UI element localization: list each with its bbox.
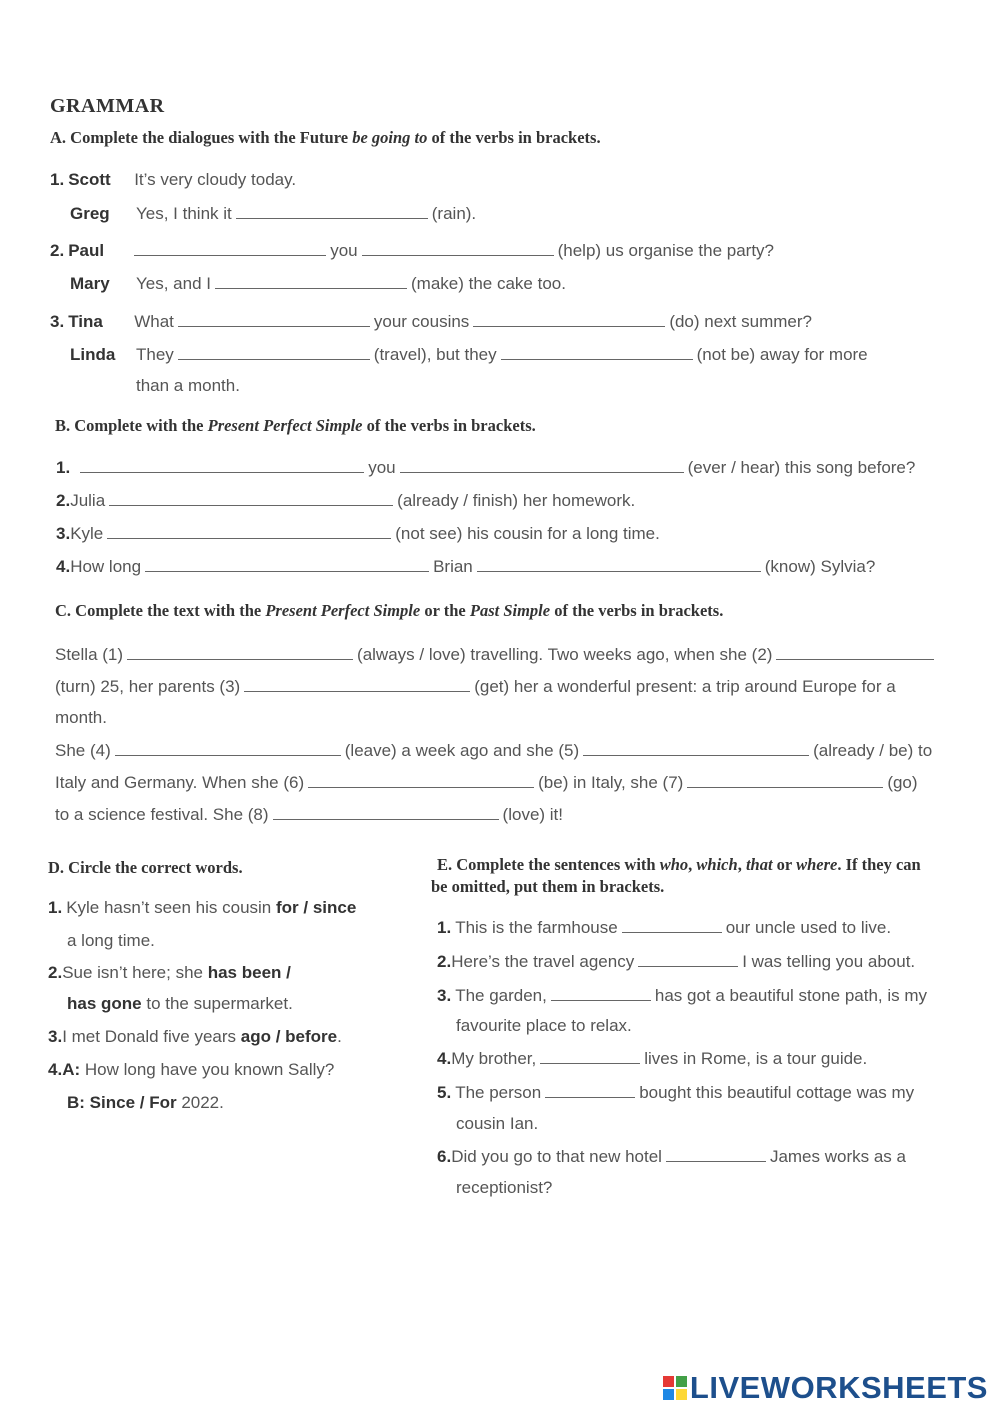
e-item-4: 4.My brother, lives in Rome, is a tour guide. — [437, 1049, 868, 1068]
d-item-2: 2.Sue isn’t here; she has been / — [48, 963, 291, 982]
e-item-2: 2.Here’s the travel agency I was telling you about. — [437, 952, 916, 971]
e-item-3-cont: favourite place to relax. — [456, 1016, 632, 1035]
blank-input[interactable] — [622, 917, 722, 933]
c-line-2: (turn) 25, her parents (3) (get) her a wonderful present: a trip around Europe for a — [55, 677, 896, 696]
dialogue-1-greg: Greg Yes, I think it (rain). — [70, 204, 477, 223]
blank-input-7[interactable] — [687, 772, 883, 788]
blank-input-3[interactable] — [244, 676, 470, 692]
liveworksheets-logo-icon — [663, 1376, 687, 1400]
blank-input-4[interactable] — [115, 740, 341, 756]
c-line-1: Stella (1) (always / love) travelling. Two weeks ago, when she (2) — [55, 644, 938, 665]
blank-input[interactable] — [400, 457, 684, 473]
dialogue-3-linda: Linda They (travel), but they (not be) away for more — [70, 345, 868, 364]
section-a-instructions: A. Complete the dialogues with the Future be going to of the verbs in brackets. — [50, 128, 601, 147]
b-item-1: 1. you (ever / hear) this song before? — [56, 458, 916, 477]
dialogue-2-mary: Mary Yes, and I (make) the cake too. — [70, 274, 566, 293]
blank-input[interactable] — [551, 985, 651, 1001]
blank-input[interactable] — [501, 344, 693, 360]
section-e-instructions: E. Complete the sentences with who, which, that or where. If they can — [437, 855, 921, 874]
blank-input[interactable] — [134, 240, 326, 256]
d-item-3: 3.I met Donald five years ago / before. — [48, 1027, 342, 1046]
liveworksheets-logo-text: LIVEWORKSHEETS — [689, 1370, 988, 1405]
d-item-4-cont: B: Since / For 2022. — [67, 1093, 224, 1112]
c-line-3: month. — [55, 708, 107, 727]
blank-input[interactable] — [109, 490, 393, 506]
e-item-6-cont: receptionist? — [456, 1178, 553, 1197]
blank-input-1[interactable] — [127, 644, 353, 660]
section-d-instructions: D. Circle the correct words. — [48, 858, 243, 877]
choice-ago-before[interactable]: ago / before — [240, 1027, 338, 1046]
b-item-2: 2.Julia (already / finish) her homework. — [56, 491, 636, 510]
blank-input[interactable] — [545, 1082, 635, 1098]
blank-input-2[interactable] — [776, 644, 934, 660]
d-item-2-cont: has gone to the supermarket. — [67, 994, 293, 1013]
blank-input[interactable] — [107, 523, 391, 539]
e-item-5-cont: cousin Ian. — [456, 1114, 539, 1133]
e-item-5: 5. The person bought this beautiful cottage was my — [437, 1083, 915, 1102]
blank-input[interactable] — [236, 203, 428, 219]
blank-input[interactable] — [215, 273, 407, 289]
dialogue-2-paul: 2. Paul you (help) us organise the party? — [50, 241, 775, 260]
blank-input[interactable] — [477, 556, 761, 572]
c-line-4: She (4) (leave) a week ago and she (5) (already / be) to — [55, 741, 933, 760]
blank-input[interactable] — [178, 311, 370, 327]
blank-input[interactable] — [666, 1146, 766, 1162]
dialogue-3-tina: 3. Tina What your cousins (do) next summer? — [50, 312, 812, 331]
blank-input[interactable] — [638, 951, 738, 967]
blank-input[interactable] — [80, 457, 364, 473]
blank-input-8[interactable] — [273, 804, 499, 820]
c-line-6: to a science festival. She (8) (love) it! — [55, 805, 564, 824]
section-b-instructions: B. Complete with the Present Perfect Simple of the verbs in brackets. — [55, 416, 536, 435]
blank-input[interactable] — [178, 344, 370, 360]
d-item-1-cont: a long time. — [67, 931, 155, 950]
blank-input[interactable] — [362, 240, 554, 256]
c-line-5: Italy and Germany. When she (6) (be) in Italy, she (7) (go) — [55, 773, 918, 792]
page-title: GRAMMAR — [50, 95, 165, 117]
blank-input[interactable] — [145, 556, 429, 572]
section-e-instructions-cont: be omitted, put them in brackets. — [431, 877, 665, 896]
d-item-4: 4.A: How long have you known Sally? — [48, 1060, 335, 1079]
d-item-1: 1. Kyle hasn’t seen his cousin for / since — [48, 898, 357, 917]
choice-since-for[interactable]: Since / For — [84, 1093, 177, 1112]
choice-for-since[interactable]: for / since — [275, 898, 357, 917]
b-item-3: 3.Kyle (not see) his cousin for a long time. — [56, 524, 660, 543]
blank-input[interactable] — [473, 311, 665, 327]
blank-input-5[interactable] — [583, 740, 809, 756]
b-item-4: 4.How long Brian (know) Sylvia? — [56, 557, 876, 576]
choice-has-been[interactable]: has been / — [207, 963, 291, 982]
liveworksheets-logo — [663, 1370, 988, 1406]
blank-input[interactable] — [540, 1048, 640, 1064]
e-item-1: 1. This is the farmhouse our uncle used to live. — [437, 918, 892, 937]
section-c-instructions: C. Complete the text with the Present Perfect Simple or the Past Simple of the verbs in brackets. — [55, 601, 724, 620]
dialogue-1-scott: 1. Scott It’s very cloudy today. — [50, 170, 297, 189]
choice-has-gone[interactable]: has gone — [67, 994, 142, 1013]
dialogue-3-linda-cont: than a month. — [136, 376, 240, 395]
blank-input-6[interactable] — [308, 772, 534, 788]
e-item-6: 6.Did you go to that new hotel James works as a — [437, 1147, 906, 1166]
e-item-3: 3. The garden, has got a beautiful stone path, is my — [437, 986, 928, 1005]
